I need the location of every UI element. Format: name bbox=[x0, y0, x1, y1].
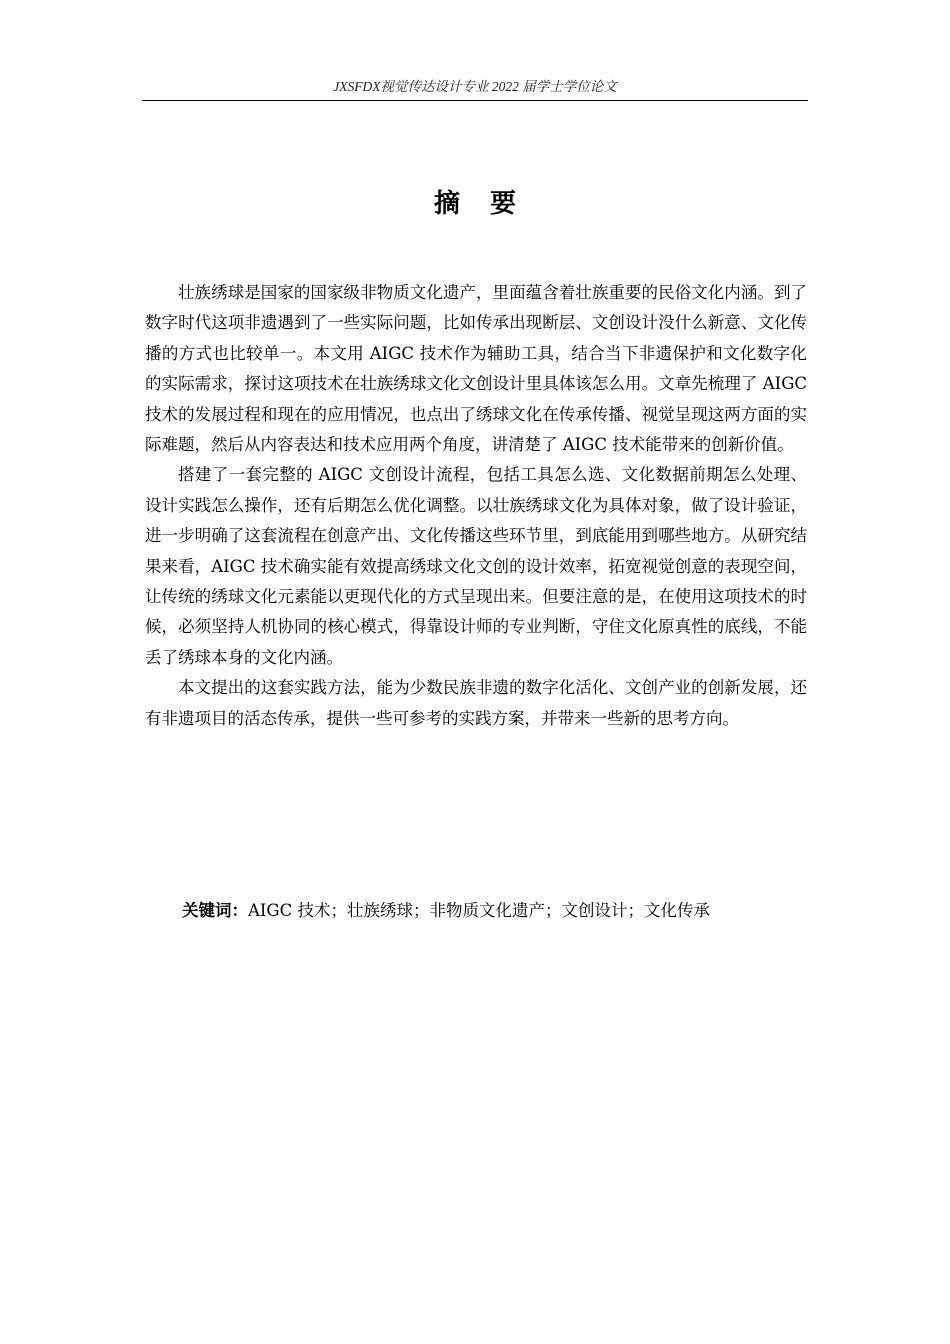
header-divider bbox=[142, 100, 808, 101]
abstract-paragraph: 壮族绣球是国家的国家级非物质文化遗产，里面蕴含着壮族重要的民俗文化内涵。到了数字时代这项非遗遇到了一些实际问题，比如传承出现断层、文创设计没什么新意、文化传播的方式也比较单一。本文用 AIGC 技术作为辅助工具，结合当下非遗保护和文化数字化的实际需求，探讨这项技术在壮族绣球文化文创设计里具体该怎么用。文章先梳理了 AIGC 技术的发展过程和现在的应用情况，也点出了绣球文化在传承传播、视觉呈现这两方面的实际难题，然后从内容表达和技术应用两个角度，讲清楚了 AIGC 技术能带来的创新价值。 bbox=[145, 283, 807, 455]
keywords-text: AIGC 技术；壮族绣球；非物质文化遗产；文创设计；文化传承 bbox=[248, 901, 710, 920]
abstract-paragraph: 搭建了一套完整的 AIGC 文创设计流程，包括工具怎么选、文化数据前期怎么处理、设计实践怎么操作，还有后期怎么优化调整。以壮族绣球文化为具体对象，做了设计验证，进一步明确了这套流程在创意产出、文化传播这些环节里，到底能用到哪些地方。从研究结果来看，AIGC 技术确实能有效提高绣球文化文创的设计效率，拓宽视觉创意的表现空间，让传统的绣球文化元素能以更现代化的方式呈现出来。但要注意的是，在使用这项技术的时候，必须坚持人机协同的核心模式，得靠设计师的专业判断，守住文化原真性的底线，不能丢了绣球本身的文化内涵。 bbox=[145, 465, 807, 667]
keywords-label: 关键词： bbox=[182, 901, 248, 920]
abstract-title: 摘要 bbox=[433, 189, 546, 219]
running-header: JXSFDX视觉传达设计专业 2022 届学士学位论文 bbox=[333, 79, 617, 94]
keywords-line bbox=[182, 896, 822, 926]
abstract-body bbox=[145, 278, 807, 734]
abstract-paragraph: 本文提出的这套实践方法，能为少数民族非遗的数字化活化、文创产业的创新发展，还有非遗项目的活态传承，提供一些可参考的实践方案，并带来一些新的思考方向。 bbox=[145, 678, 807, 728]
